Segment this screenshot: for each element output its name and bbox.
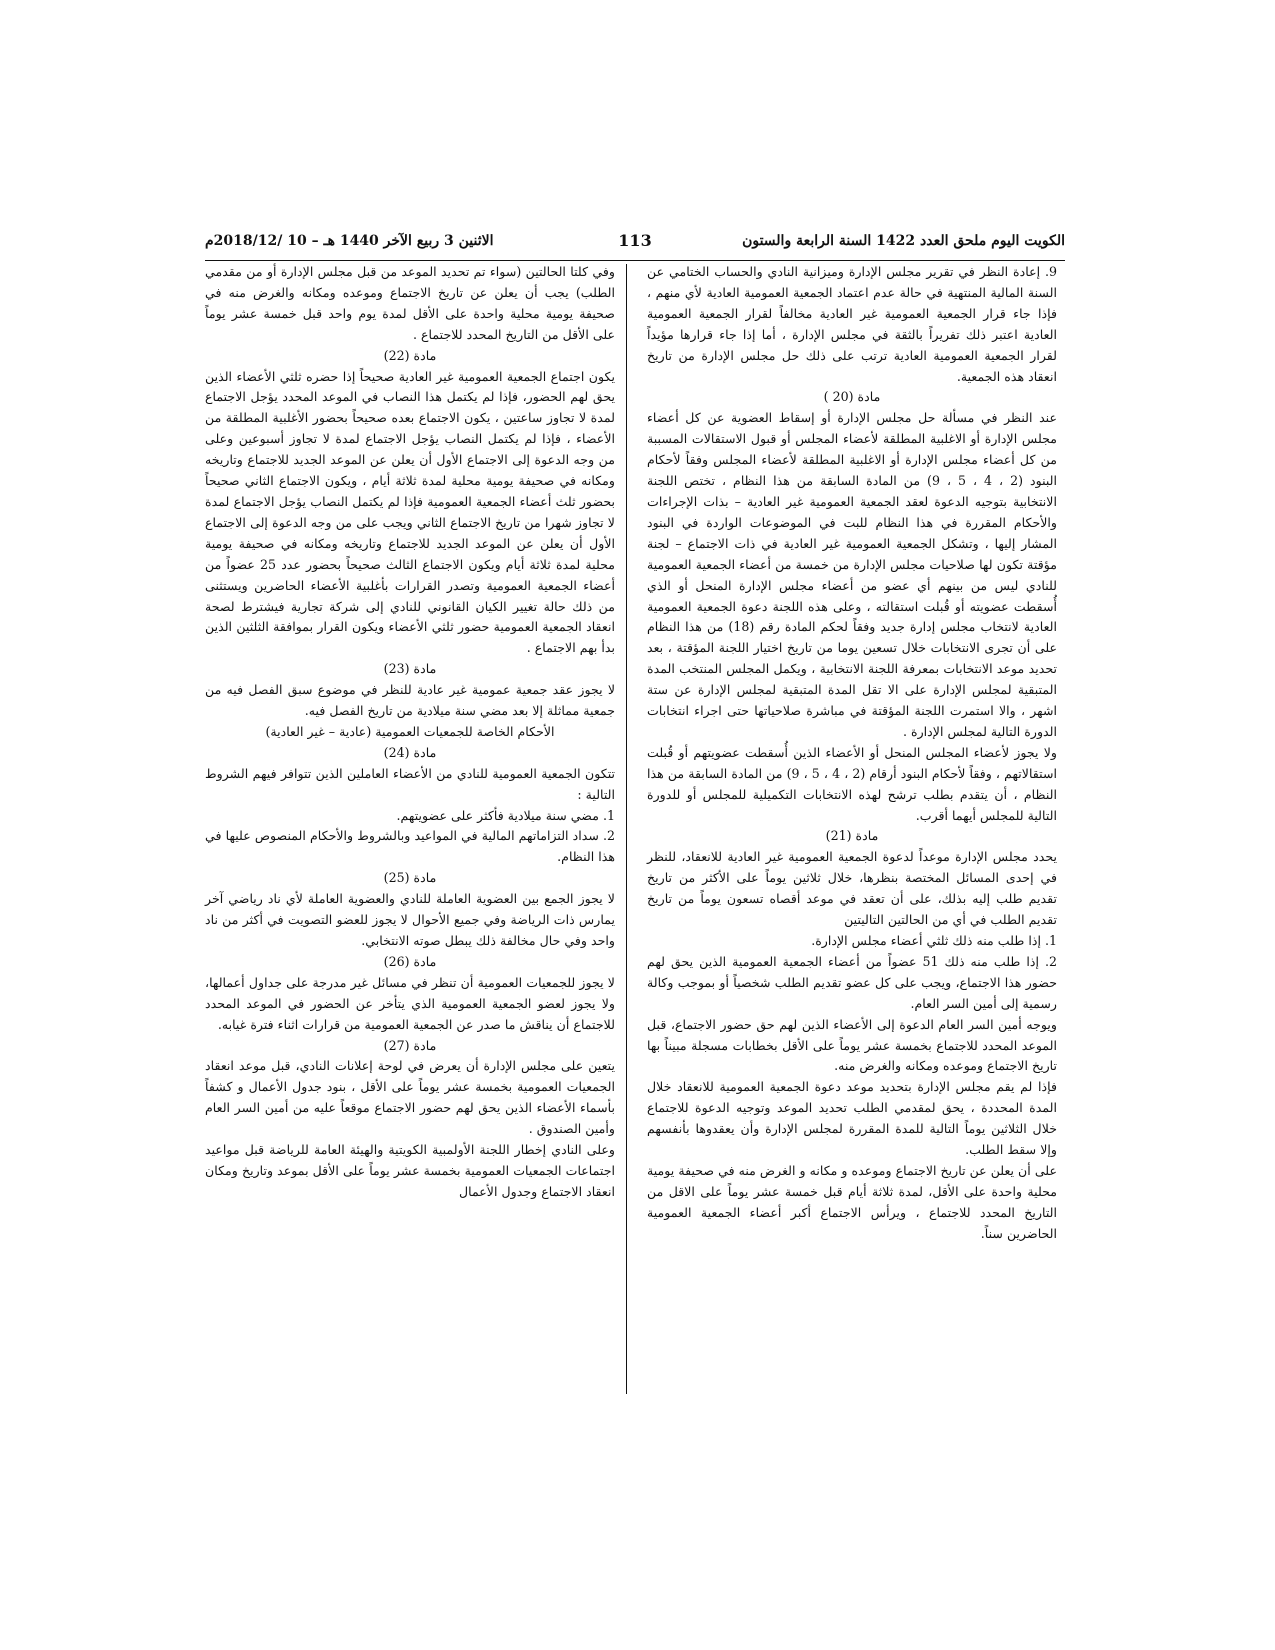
article-heading: مادة (22)	[383, 347, 437, 363]
paragraph: لا يجوز عقد جمعية عمومية غير عادية للنظر في موضوع سبق الفصل فيه من جمعية مماثلة إلا بعد مضي سنة ميلادية من تاريخ الفصل فيه.	[205, 682, 615, 719]
article-heading: الأحكام الخاصة للجمعيات العمومية (عادية – غير العادية)	[265, 723, 555, 739]
header-rule	[205, 260, 1065, 261]
paragraph: لا يجوز للجمعيات العمومية أن تنظر في مسائل غير مدرجة على جداول أعمالها، ولا يجوز لعضو الجمعية العمومية الذي يتأخر عن الحضور في الموعد المحدد للاجتماع أن يناقش ما صدر عن الجمعية العمومية من قرارات اثناء فترة غيابه.	[205, 974, 615, 1032]
column-divider	[626, 264, 627, 1394]
paragraph: وفي كلتا الحالتين (سواء تم تحديد الموعد من قبل مجلس الإدارة أو من مقدمي الطلب) يجب أن يعلن عن تاريخ الاجتماع وموعده ومكانه والغرض منه في صحيفة يومية محلية واحدة على الأقل لمدة يوم واحد قبل خمسة عشر يوماً على الأقل من التاريخ المحدد للاجتماع .	[205, 264, 615, 342]
article-heading: مادة (27)	[383, 1037, 437, 1053]
paragraph: 2. إذا طلب منه ذلك 51 عضواً من أعضاء الجمعية العمومية الذين يحق لهم حضور هذا الاجتماع، ويجب على كل عضو تقديم الطلب شخصياً أو بموجب وكالة رسمية إلى أمين السر العام.	[647, 953, 1057, 1011]
article-heading: مادة (21)	[825, 828, 879, 844]
paragraph: يحدد مجلس الإدارة موعداً لدعوة الجمعية العمومية غير العادية للانعقاد، للنظر في إحدى المسائل المختصة بنظرها، خلال ثلاثين يوماً على الأكثر من تاريخ تقديم طلب إليه بذلك، على أن تعقد في موعد أقصاه تسعون يوماً من تاريخ تقديم الطلب في أي من الحالتين التاليتين	[647, 849, 1057, 928]
paragraph: تتكون الجمعية العمومية للنادي من الأعضاء العاملين الذين تتوافر فيهم الشروط التالية :	[205, 765, 615, 802]
paragraph: عند النظر في مسألة حل مجلس الإدارة أو إسقاط العضوية عن كل أعضاء مجلس الإدارة أو الاغلبية المطلقة لأعضاء المجلس أو قبول الاستقالات المسببة من كل أعضاء مجلس الإدارة أو الاغلبية المطلقة لأعضاء المجلس وفقاً لأحكام البنود (2 ، 4 ، 5 ، 9) من المادة السابقة من هذا النظام ، تختص اللجنة الانتخابية بتوجيه الدعوة لعقد الجمعية العمومية غير العادية – بذات الإجراءات والأحكام المقررة في هذا النظام للبت في الموضوعات الواردة في البنود المشار إليها ، وتشكل الجمعية العمومية غير العادية في ذات الاجتماع – لجنة مؤقتة تكون لها صلاحيات مجلس الإدارة من خمسة من أعضاء الجمعية العمومية للنادي ليس من بينهم أي عضو من أعضاء مجلس الإدارة المنحل أو الذي أُسقطت عضويته أو قُبلت استقالته ، وعلى هذه اللجنة دعوة الجمعية العمومية العادية لانتخاب مجلس إدارة جديد وفقاً لحكم المادة رقم (18) من هذا النظام على أن تجرى الانتخابات خلال تسعين يوما من تاريخ اختيار اللجنة المؤقتة ، بعد تحديد موعد الانتخابات بمعرفة اللجنة الانتخابية ، ويكمل المجلس المنتخب المدة المتبقية لمجلس الإدارة على الا تقل المدة المتبقية لمجلس الإدارة عن ستة اشهر ، والا استمرت اللجنة المؤقتة في مباشرة صلاحياتها حتى اجراء انتخابات الدورة التالية لمجلس الإدارة .	[647, 410, 1058, 739]
paragraph: وعلى النادي إخطار اللجنة الأولمبية الكويتية والهيئة العامة للرياضة قبل مواعيد اجتماعات الجمعيات العمومية بخمسة عشر يوماً على الأقل بموعد وتاريخ ومكان انعقاد الاجتماع وجدول الأعمال	[205, 1142, 615, 1199]
paragraph: يكون اجتماع الجمعية العمومية غير العادية صحيحاً إذا حضره ثلثي الأعضاء الذين يحق لهم الحضور، فإذا لم يكتمل هذا النصاب في الموعد المحدد يؤجل الاجتماع لمدة لا تجاوز ساعتين ، يكون الاجتماع بعده صحيحاً بحضور الأغلبية المطلقة من الأعضاء ، فإذا لم يكتمل النصاب يؤجل الاجتماع لمدة لا تجاوز أسبوعين وعلى من وجه الدعوة إلى الاجتماع الأول أن يعلن عن الموعد الجديد للاجتماع وتاريخه ومكانه في صحيفة يومية محلية لمدة ثلاثة أيام ، ويكون الاجتماع الثاني صحيحاً بحضور ثلث أعضاء الجمعية العمومية فإذا لم يكتمل النصاب يؤجل الاجتماع لمدة لا تجاوز شهرا من تاريخ الاجتماع الثاني ويجب على من وجه الدعوة إلى الاجتماع الأول أن يعلن عن الموعد الجديد للاجتماع وتاريخه ومكانه في صحيفة يومية محلية لمدة ثلاثة أيام ويكون الاجتماع الثالث صحيحاً بحضور عدد 25 عضواً من أعضاء الجمعية العمومية وتصدر القرارات بأغلبية الأعضاء الحاضرين ويستثنى من ذلك حالة تغيير الكيان القانوني للنادي إلى شركة تجارية فيشترط لصحة انعقاد الجمعية العمومية حضور ثلثي الأعضاء ويكون القرار بموافقة الثلثين الذين بدأ بهم الاجتماع .	[205, 368, 615, 656]
paragraph: 9. إعادة النظر في تقرير مجلس الإدارة وميزانية النادي والحساب الختامي عن السنة المالية المنتهية في حالة عدم اعتماد الجمعية العمومية العادية لأي منهم ، فإذا جاء قرار الجمعية العمومية غير العادية مخالفاً لقرار الجمعية العمومية العادية اعتبر ذلك تفريراً بالثقة في مجلس الإدارة ، أما إذا جاء قرارها مؤيداً لقرار الجمعية العمومية العادية ترتب على ذلك حل مجلس الإدارة من تاريخ انعقاد هذه الجمعية.	[647, 264, 1057, 384]
article-heading: مادة (25)	[383, 870, 437, 886]
article-heading: مادة (23)	[383, 661, 437, 677]
paragraph: ويوجه أمين السر العام الدعوة إلى الأعضاء الذين لهم حق حضور الاجتماع، قبل الموعد المحدد للاجتماع بخمسة عشر يوماً على الأقل بخطابات مسجلة مبيناً بها تاريخ الاجتماع وموعده ومكانه والغرض منه.	[647, 1016, 1057, 1074]
left-column	[205, 262, 615, 1203]
paragraph: فإذا لم يقم مجلس الإدارة بتحديد موعد دعوة الجمعية العمومية للانعقاد خلال المدة المحددة ، يحق لمقدمي الطلب تحديد الموعد وتوجيه الدعوة للاجتماع خلال الثلاثين يوماً التالية للمدة المقررة لمجلس الإدارة وأن يعقدوها بأنفسهم وإلا سقط الطلب.	[647, 1079, 1057, 1158]
paragraph: 2. سداد التزاماتهم المالية في المواعيد وبالشروط والأحكام المنصوص عليها في هذا النظام.	[205, 828, 615, 865]
paragraph: ولا يجوز لأعضاء المجلس المنحل أو الأعضاء الذين أُسقطت عضويتهم أو قُبلت استقالاتهم ، وفقاً لأحكام البنود أرقام (2 ، 4 ، 5 ، 9) من المادة السابقة من هذا النظام ، أن يتقدم بطلب ترشح لهذه الانتخابات التكميلية للمجلس أو للدورة التالية للمجلس أيهما أقرب.	[647, 744, 1058, 823]
gazette-issue-info: الكويت اليوم ملحق العدد 1422 السنة الرابعة والستون	[742, 233, 1065, 249]
paragraph: 1. إذا طلب منه ذلك ثلثي أعضاء مجلس الإدارة.	[811, 933, 1057, 948]
paragraph: 1. مضي سنة ميلادية فأكثر على عضويتهم.	[396, 807, 615, 823]
article-heading: مادة (24)	[383, 744, 437, 760]
page-header	[205, 233, 1065, 257]
paragraph: يتعين على مجلس الإدارة أن يعرض في لوحة إعلانات النادي، قبل موعد انعقاد الجمعيات العمومية بخمسة عشر يوماً على الأقل ، بنود جدول الأعمال و كشفاً بأسماء الأعضاء الذين يحق لهم حضور الاجتماع موقعاً عليه من أمين السر العام وأمين الصندوق .	[205, 1058, 615, 1137]
paragraph: على أن يعلن عن تاريخ الاجتماع وموعده و مكانه و الغرض منه في صحيفة يومية محلية واحدة على الأقل، لمدة ثلاثة أيام قبل خمسة عشر يوماً على الاقل من التاريخ المحدد للاجتماع ، ويرأس الاجتماع أكبر أعضاء الجمعية العمومية الحاضرين سناً.	[647, 1162, 1057, 1241]
article-heading: مادة (26)	[383, 953, 437, 969]
paragraph: لا يجوز الجمع بين العضوية العاملة للنادي والعضوية العاملة لأي ناد رياضي آخر يمارس ذات الرياضة وفي جميع الأحوال لا يجوز للعضو التصويت في أكثر من ناد واحد وفي حال مخالفة ذلك يبطل صوته الانتخابي.	[205, 891, 615, 948]
page-number: 113	[618, 231, 652, 250]
article-heading: مادة (20 )	[823, 389, 881, 405]
issue-date: الاثنين 3 ربيع الآخر 1440 هـ – 10 /2018/12م	[205, 233, 494, 249]
right-column	[647, 262, 1057, 1245]
